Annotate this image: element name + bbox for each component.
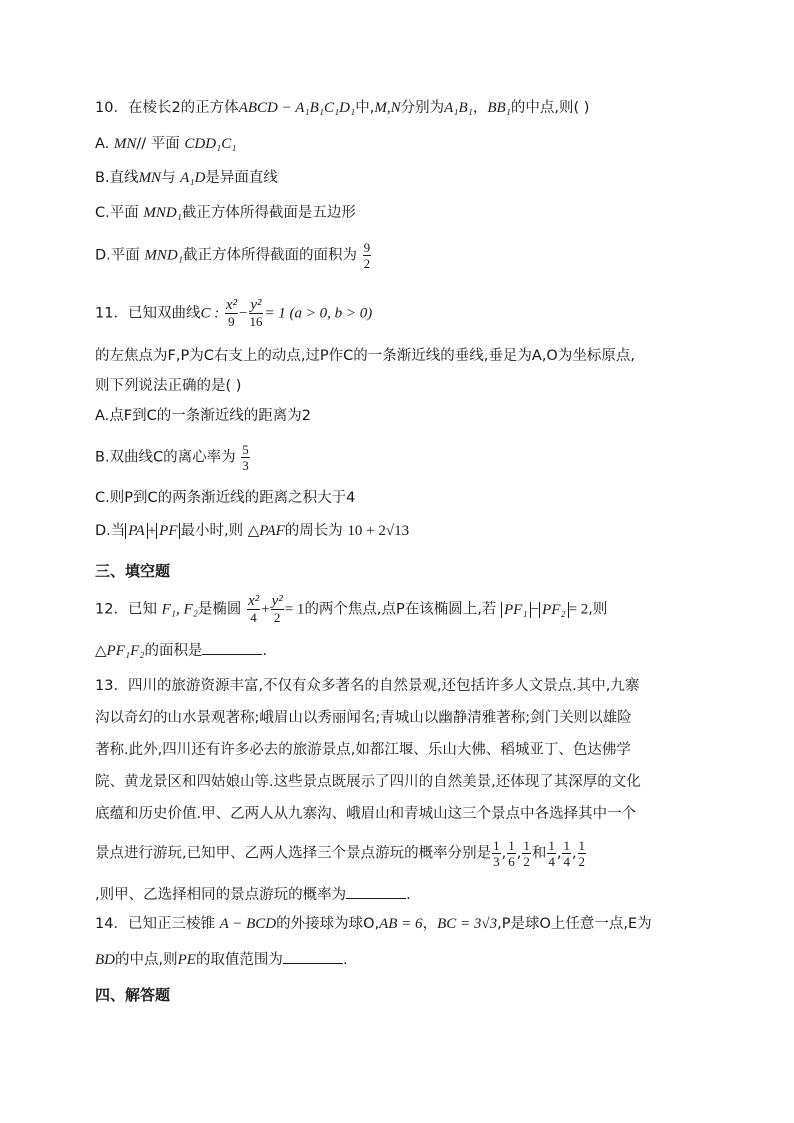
math: PA [125,523,147,539]
denominator: 4 [563,854,570,869]
denominator: 3 [493,854,500,869]
q12-line2 [95,640,267,661]
text: D.平面 [95,247,140,264]
fraction [363,240,372,271]
answer-blank [346,884,406,899]
q11-option-b [95,442,251,473]
math-seg: BB₁ [487,100,511,116]
denominator: 2 [273,610,281,625]
denominator: 3 [242,458,249,473]
fraction [241,442,250,473]
text: B.双曲线C的离心率为 [95,449,236,466]
q12-number: 12． [95,601,128,618]
q10-stem [95,98,589,118]
math: PF [156,523,180,539]
text: B.直线 [95,170,139,186]
q13-line5: 底蕴和历史价值.甲、乙两人从九寨沟、峨眉山和青城山这三个景点中各选择其中一个 [95,806,637,822]
q10-option-b [95,168,278,188]
math: F₁, F₂ [161,601,198,618]
text: D.当 [95,523,126,539]
math: BD [95,952,115,968]
numerator: x² [225,297,237,313]
text: 的外接球为球O, [276,916,380,932]
text: 的中点,则 [115,952,178,968]
denominator: 4 [548,854,555,869]
text: 景点进行游玩,已知甲、乙两人选择三个景点游玩的概率分别是 [95,845,492,862]
math: MND₁ [144,247,183,264]
text: 的中点,则( ) [510,100,590,116]
q11-option-c: C.则P到C的两条渐近线的距离之积大于4 [95,490,356,506]
text: C.平面 [95,205,139,221]
q10-option-c [95,203,356,223]
text: 是椭圆 [197,601,242,618]
q11-line2: 的左焦点为F,P为C右支上的动点,过P作C的一条渐近线的垂线,垂足为A,O为坐标原点, [95,348,635,364]
q11-option-a: A.点F到C的一条渐近线的距离为2 [95,408,311,424]
text: , [556,845,562,862]
text: ， [472,100,488,116]
q13-line4: 院、黄龙景区和四姑娘山等.这些景点既展示了四川的自然美景,还体现了其深厚的文化 [95,774,641,790]
q14-stem [95,914,652,934]
math: A₁D [180,170,206,186]
text: . [262,643,268,659]
text: 截正方体所得截面的面积为 [182,247,357,264]
section-heading-answer: 四、解答题 [95,986,171,1004]
q14-number: 14． [95,916,128,932]
text: 的面积是 [144,643,203,659]
text: 分别为 [400,100,445,116]
answer-blank [202,640,262,655]
denominator: 2 [578,854,586,869]
text: , [501,845,507,862]
fraction [248,298,263,329]
text: 的两个焦点,点P在该椭圆上,若 [304,601,497,618]
math: PF₁ [501,602,531,618]
math: C : [200,305,220,322]
math-mn: M,N [374,100,401,116]
fraction [247,594,260,625]
numerator: y² [250,297,262,313]
q12-stem [95,594,607,625]
text: ,则 [588,601,608,618]
math: PF₂ [539,602,569,618]
q14-line2 [95,949,348,970]
denominator: 6 [508,854,515,869]
denominator: 4 [250,610,257,625]
text: 的取值范围为 [195,952,283,968]
q13-line7 [95,884,411,905]
text: 截正方体所得截面是五边形 [181,205,356,221]
numerator: 5 [242,442,249,457]
math: PE [177,952,196,968]
text: A. [95,136,110,152]
math: BC = 3√3 [437,916,498,932]
math: = 1 (a > 0, b > 0) [264,305,373,322]
math: 10 + 2√13 [347,523,410,539]
q13-line1: 13．四川的旅游资源丰富,不仅有众多著名的自然景观,还包括许多人文景点.其中,九寨 [95,678,640,694]
numerator: 1 [508,838,515,853]
text: 是异面直线 [205,170,278,186]
q11-stem: 11．已知双曲线C : $\frac{\text{x²}}{9}$ − $\frac{\text{y²}}{16}$ = 1 (a > 0, b > 0) [95,297,373,329]
math: + [147,523,157,539]
math: − [530,601,540,618]
math: = 2 [568,601,589,618]
text: . [342,952,348,968]
math-seg: A₁B₁ [444,100,473,116]
fraction [522,838,531,869]
math: MN [138,170,162,186]
text: . [406,887,411,903]
math: = 1 [284,601,305,618]
fraction [507,838,516,869]
text: 已知 [127,601,157,618]
numerator: 1 [548,838,555,853]
text: 与 [161,170,176,186]
text: 中, [355,100,375,116]
math: AB = 6 [379,916,423,932]
text: 已知正三棱锥 [127,916,215,932]
q13-line3: 著称.此外,四川还有许多必去的旅游景点,如都江堰、乐山大佛、稻城亚丁、色达佛学 [95,742,631,758]
math: + [261,601,270,618]
denominator: 9 [228,314,235,329]
fraction [562,838,571,869]
q11-line3: 则下列说法正确的是( ) [95,378,242,394]
text: ,则甲、乙选择相同的景点游玩的概率为 [95,887,347,903]
numerator: 9 [363,240,371,255]
numerator: 1 [578,838,586,853]
text: // 平面 [136,136,180,152]
text: , [516,845,522,862]
numerator: y² [271,593,283,609]
numerator: x² [247,593,260,609]
text: 的周长为 [284,523,343,539]
math: MN [113,136,137,152]
answer-blank [283,949,343,964]
q13-line2: 沟以奇幻的山水景观著称;峨眉山以秀丽闻名;青城山以幽静清雅著称;剑门关则以雄险 [95,710,632,726]
fraction [225,298,238,329]
q10-number: 10． [95,100,128,116]
denominator: 2 [363,256,371,271]
q11-option-d [95,521,409,541]
numerator: 1 [523,838,530,853]
text: ,P是球O上任意一点,E为 [497,916,652,932]
math: △PAF [247,523,285,539]
numerator: 1 [493,838,500,853]
text: 最小时,则 [180,523,244,539]
fraction [547,838,556,869]
text: ， [422,916,438,932]
math: MND₁ [143,205,182,221]
text: 已知双曲线 [127,305,201,322]
q11-number: 11． [95,305,128,322]
q10-option-a [95,134,237,154]
math: △PF₁F₂ [95,643,145,659]
text: 和 [531,845,547,862]
fraction [578,838,587,869]
fraction [492,838,501,869]
fraction [271,594,284,625]
numerator: 1 [563,838,570,853]
text: , [571,845,577,862]
q10-option-d [95,240,372,271]
section-heading-fill-in: 三、填空题 [95,562,171,580]
text: 在棱长2的正方体 [127,100,239,116]
denominator: 16 [249,314,263,329]
math: A − BCD [219,916,277,932]
math-cube: ABCD − A₁B₁C₁D₁ [238,100,356,116]
q13-line6 [95,838,587,869]
math: CDD₁C₁ [184,136,237,152]
denominator: 2 [523,854,530,869]
